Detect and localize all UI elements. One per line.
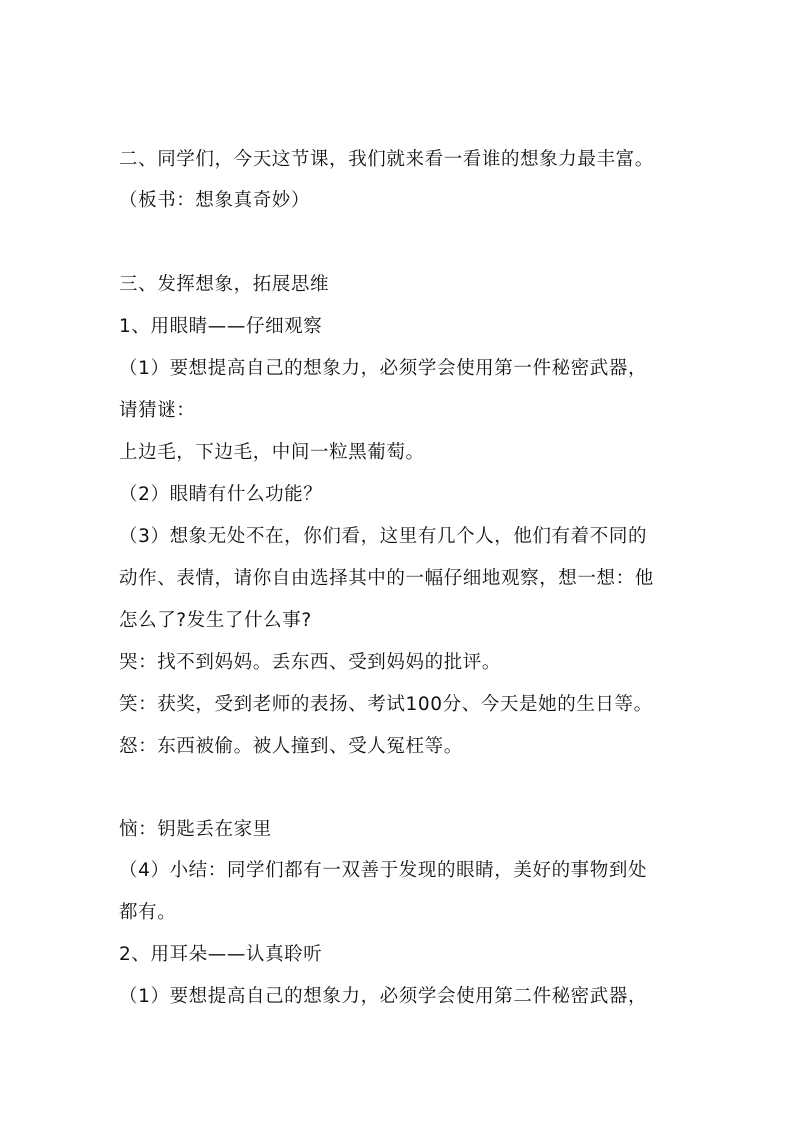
paragraph-line: 都有。 <box>119 902 177 923</box>
paragraph-line: 怎么了?发生了什么事? <box>119 610 312 631</box>
paragraph-line: （1）要想提高自己的想象力，必须学会使用第二件秘密武器， <box>119 986 648 1007</box>
paragraph-line: （3）想象无处不在，你们看，这里有几个人，他们有着不同的 <box>119 526 648 547</box>
subsection-heading: 2、用耳朵——认真聆听 <box>119 944 323 965</box>
paragraph-line: （1）要想提高自己的想象力，必须学会使用第一件秘密武器， <box>119 358 648 379</box>
paragraph-line: （4）小结：同学们都有一双善于发现的眼睛，美好的事物到处 <box>119 860 648 881</box>
paragraph-line: 怒：东西被偷。被人撞到、受人冤枉等。 <box>119 736 463 757</box>
section-heading: 三、发挥想象，拓展思维 <box>119 274 330 295</box>
paragraph-line: （2）眼睛有什么功能？ <box>119 484 323 505</box>
paragraph-line: 动作、表情，请你自由选择其中的一幅仔细地观察，想一想：他 <box>119 568 654 589</box>
paragraph-line: 哭：找不到妈妈。丢东西、受到妈妈的批评。 <box>119 652 502 673</box>
paragraph-line: （板书：想象真奇妙） <box>119 190 311 211</box>
paragraph-line: 二、同学们，今天这节课，我们就来看一看谁的想象力最丰富。 <box>119 149 654 170</box>
paragraph-line: 请猜谜： <box>119 400 196 421</box>
paragraph-line: 笑：获奖，受到老师的表扬、考试100分、今天是她的生日等。 <box>119 694 653 715</box>
subsection-heading: 1、用眼睛——仔细观察 <box>119 316 323 337</box>
paragraph-line: 恼：钥匙丢在家里 <box>119 819 272 840</box>
paragraph-line: 上边毛，下边毛，中间一粒黑葡萄。 <box>119 442 425 463</box>
